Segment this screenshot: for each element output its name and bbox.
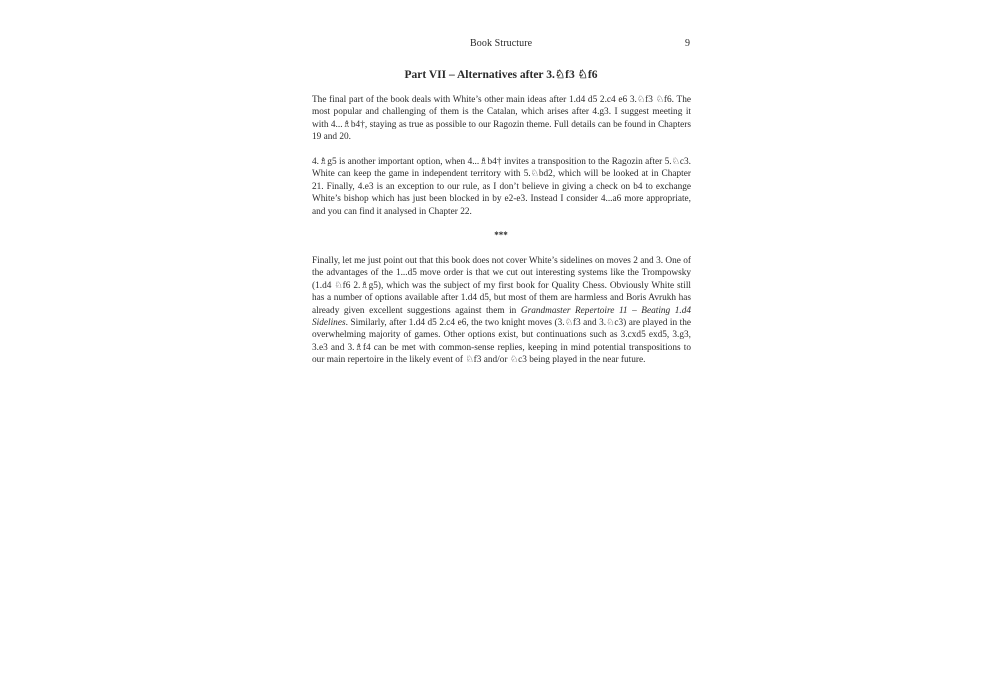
page-number: 9: [685, 38, 690, 49]
paragraph-sidelines-part-b: . Similarly, after 1.d4 d5 2.c4 e6, the two knight moves (3.♘f3 and 3.♘c3) are played in the overwhelming majority of games. Other options exist, but continuations such as 3.cxd5 exd5, 3.g3, 3.e3 and 3.♗f4 can be met with common-sense replies, keeping in mind potential transpositions to our main repertoire in the likely event of ♘f3 and/or ♘c3 being played in the near future.: [312, 318, 691, 366]
paragraph-sidelines: [312, 255, 691, 367]
paragraph-sidelines-part-a: Finally, let me just point out that this book does not cover White’s sidelines on moves 2 and 3. One of the advantages of the 1...d5 move order is that we cut out interesting systems like the Trompowsky (1.d4 ♘f6 2.♗g5), which was the subject of my first book for Quality Chess. Obviously White still has a number of options available after 1.d4 d5, but most of them are harmless and Boris Avrukh has already given excellent suggestions against them in: [312, 256, 691, 316]
book-title: Grandmaster Repertoire 11 – Beating 1.d4 Sidelines: [312, 305, 692, 329]
running-title: Book Structure: [470, 38, 533, 49]
section-heading: Part VII – Alternatives after 3.♘f3 ♘f6: [404, 69, 598, 81]
running-head: [0, 38, 1000, 52]
paragraph-catalan: The final part of the book deals with White’s other main ideas after 1.d4 d5 2.c4 e6 3.♘f3 ♘f6. The most popular and challenging of them is the Catalan, which arises after 4.g3. I suggest meeting it with 4...♗b4†, staying as true as possible to our Ragozin theme. Full details can be found in Chapters 19 and 20.: [312, 95, 691, 143]
section-divider: ***: [494, 230, 508, 240]
paragraph-bg5-and-e3: 4.♗g5 is another important option, when 4...♗b4† invites a transposition to the Ragozin after 5.♘c3. White can keep the game in independent territory with 5.♘bd2, which will be looked at in Chapter 21. Finally, 4.e3 is an exception to our rule, as I don’t believe in giving a check on b4 to exchange White’s bishop which has just been blocked in by e2-e3. Instead I consider 4...a6 more appropriate, and you can find it analysed in Chapter 22.: [312, 157, 691, 217]
